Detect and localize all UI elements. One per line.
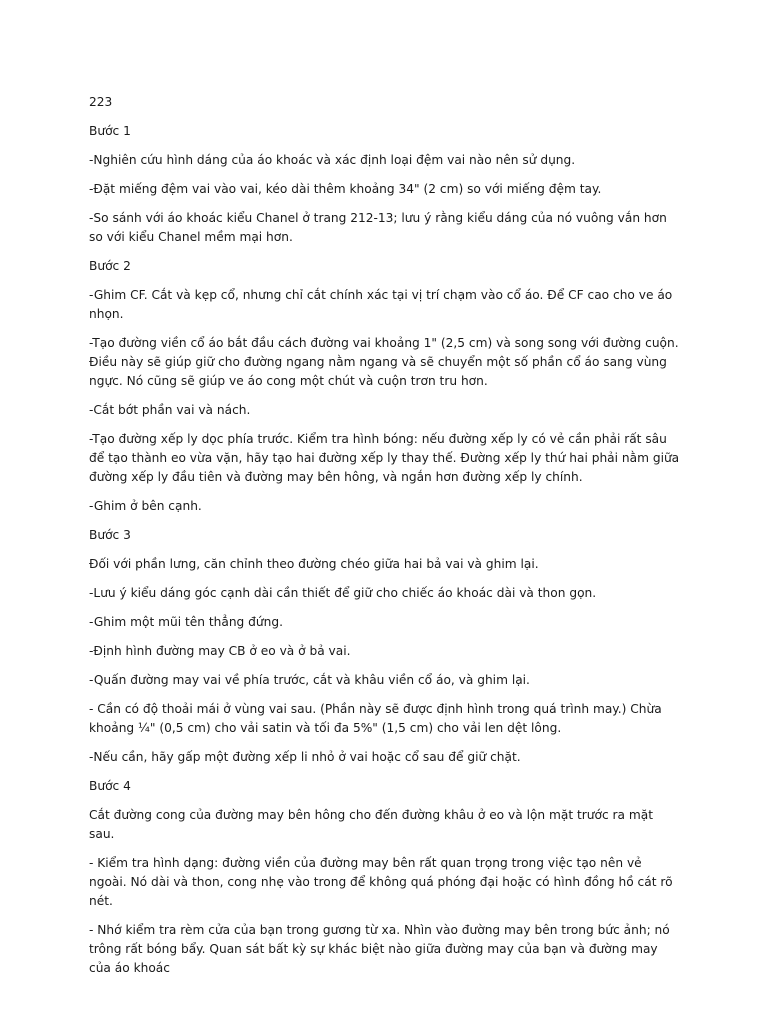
- paragraph: Cắt đường cong của đường may bên hông cho đến đường khâu ở eo và lộn mặt trước ra mặt sau.: [89, 808, 654, 841]
- step-3-heading: Bước 3: [89, 528, 131, 542]
- paragraph: -Định hình đường may CB ở eo và ở bả vai.: [89, 644, 351, 658]
- paragraph: - Cần có độ thoải mái ở vùng vai sau. (Phần này sẽ được định hình trong quá trình may.) Chừa khoảng ¼" (0,5 cm) cho vải satin và tối đa 5%" (1,5 cm) cho vải len dệt lông.: [89, 702, 662, 735]
- step-2-heading: Bước 2: [89, 259, 131, 273]
- paragraph: - Nhớ kiểm tra rèm cửa của bạn trong gương từ xa. Nhìn vào đường may bên trong bức ảnh; nó trông rất bóng bẩy. Quan sát bất kỳ sự khác biệt nào giữa đường may của bạn và đường may của áo khoác: [89, 923, 670, 975]
- document-page: [89, 93, 681, 988]
- paragraph: -Ghim ở bên cạnh.: [89, 499, 202, 513]
- paragraph: -So sánh với áo khoác kiểu Chanel ở trang 212-13; lưu ý rằng kiểu dáng của nó vuông vắn hơn so với kiểu Chanel mềm mại hơn.: [89, 211, 667, 244]
- paragraph: -Ghim CF. Cắt và kẹp cổ, nhưng chỉ cắt chính xác tại vị trí chạm vào cổ áo. Để CF cao cho ve áo nhọn.: [89, 288, 673, 321]
- step-1-heading: Bước 1: [89, 124, 131, 138]
- paragraph: Đối với phần lưng, căn chỉnh theo đường chéo giữa hai bả vai và ghim lại.: [89, 557, 539, 571]
- paragraph: -Cắt bớt phần vai và nách.: [89, 403, 251, 417]
- paragraph: -Ghim một mũi tên thẳng đứng.: [89, 615, 283, 629]
- paragraph: -Tạo đường xếp ly dọc phía trước. Kiểm tra hình bóng: nếu đường xếp ly có vẻ cần phải rất sâu để tạo thành eo vừa vặn, hãy tạo hai đường xếp ly thay thế. Đường xếp ly thứ hai phải nằm giữa đường xếp ly đầu tiên và đường may bên hông, và ngắn hơn đường xếp ly chính.: [89, 432, 680, 484]
- paragraph: -Quấn đường may vai về phía trước, cắt và khâu viền cổ áo, và ghim lại.: [89, 673, 530, 687]
- paragraph: -Nếu cần, hãy gấp một đường xếp li nhỏ ở vai hoặc cổ sau để giữ chặt.: [89, 750, 521, 764]
- paragraph: -Lưu ý kiểu dáng góc cạnh dài cần thiết để giữ cho chiếc áo khoác dài và thon gọn.: [89, 586, 597, 600]
- step-4-heading: Bước 4: [89, 779, 131, 793]
- paragraph: - Kiểm tra hình dạng: đường viền của đường may bên rất quan trọng trong việc tạo nên vẻ ngoài. Nó dài và thon, cong nhẹ vào trong để không quá phóng đại hoặc có hình đồng hồ cát rõ nét.: [89, 856, 673, 908]
- paragraph: -Nghiên cứu hình dáng của áo khoác và xác định loại đệm vai nào nên sử dụng.: [89, 153, 576, 167]
- paragraph: -Tạo đường viền cổ áo bắt đầu cách đường vai khoảng 1" (2,5 cm) và song song với đường cuộn. Điều này sẽ giúp giữ cho đường ngang nằm ngang và sẽ chuyển một số phần cổ áo sang vùng ngực. Nó cũng sẽ giúp ve áo cong một chút và cuộn trơn tru hơn.: [89, 336, 679, 388]
- page-number: 223: [89, 95, 113, 109]
- paragraph: -Đặt miếng đệm vai vào vai, kéo dài thêm khoảng 34" (2 cm) so với miếng đệm tay.: [89, 182, 602, 196]
